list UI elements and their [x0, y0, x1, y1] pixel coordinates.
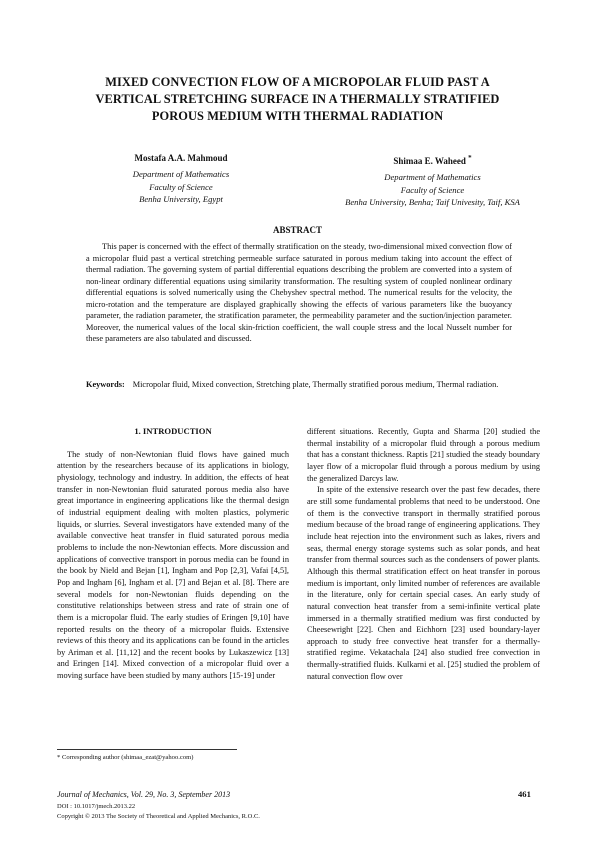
doi: DOI : 10.1017/jmech.2013.22 [57, 803, 136, 810]
paper-title [40, 74, 555, 125]
left-column [57, 426, 289, 682]
author-faculty: Faculty of Science [149, 181, 213, 192]
author-block-second [295, 152, 570, 209]
title-line-1: MIXED CONVECTION FLOW OF A MICROPOLAR FLUID PAST A [105, 75, 490, 89]
corresponding-author-mark: * [468, 154, 472, 162]
author-department: Department of Mathematics [132, 169, 230, 180]
author-block-first [66, 152, 296, 206]
journal-citation: Journal of Mechanics, Vol. 29, No. 3, September 2013 [57, 790, 231, 799]
section-heading: 1. INTRODUCTION [134, 426, 212, 436]
keywords-text: Micropolar fluid, Mixed convection, Stretching plate, Thermally stratified porous medium, Thermal radiation. [132, 380, 499, 389]
right-column [307, 426, 540, 682]
author-department: Department of Mathematics [384, 172, 481, 183]
author-faculty: Faculty of Science [400, 184, 465, 195]
footnote-divider [57, 749, 237, 750]
author-university: Benha University, Benha; Taif Univesity, Taif, KSA [345, 197, 520, 208]
keywords [86, 379, 512, 391]
intro-paragraph-continued: different situations. Recently, Gupta and Sharma [20] studied the thermal instability of a micropolar fluid through a porous medium that has a constant thickness. Raptis [21] studied the steady boundary layer flow of a micropolar fluid through a porous medium by using the generalized Darcys law. [307, 427, 540, 483]
copyright-notice: Copyright © 2013 The Society of Theoretical and Applied Mechanics, R.O.C. [57, 813, 260, 820]
title-line-2: VERTICAL STRETCHING SURFACE IN A THERMALLY STRATIFIED [95, 92, 500, 106]
footnote: * Corresponding author (shimaa_ezat@yahoo.com) [57, 754, 194, 761]
abstract-heading: ABSTRACT [272, 225, 322, 235]
author-name: Mostafa A.A. Mahmoud [134, 153, 228, 163]
intro-paragraph: In spite of the extensive research over the past few decades, there are still some fundamental problems that need to be understood. One of them is the convective transport in thermally stratified porous medium because of the broad range of engineering applications. They include heat rejection into the environment such as lakes, rivers and seas, thermal energy storage systems such as solar ponds, and heat transfer from thermal sources such as the condensers of power plants. Although this thermal stratification effect on heat transfer in porous medium is important, only limited number of references are available in the literature, only for certain special cases. An early study of natural convection heat transfer from a semi-infinite vertical plate immersed in a thermally stratified medium was first conducted by Cheesewright [22]. Chen and Eichhorn [23] used boundary-layer approach to study free convective heat transfer for a thermally-stratified regime. Vekatachala [24] also studied free convection in thermally-stratified fluids. Kulkarni et al. [25] studied the problem of natural convection flow over [307, 485, 540, 681]
abstract-text: This paper is concerned with the effect of thermally stratification on the steady, two-dimensional mixed convection flow of a micropolar fluid past a vertical stretching permeable surface saturated in porous medium taking into account the effect of thermal radiation. The governing system of partial differential equations describing the problem are converted into a system of non-linear ordinary differential equations using similarity transformation. The resulting system of coupled nonlinear ordinary differential equations is solved numerically using the Chebyshev spectral method. The numerical results for the velocity, the micro-rotation and the temperature are displayed graphically showing the effects of various parameters like the buoyancy parameter, the radiation parameter, the stratification parameter, the permeability parameter and the suction/injection parameter. Moreover, the numerical values of the local skin-friction coefficient, the wall couple stress and the local Nusselt number for these parameters are also tabulated and discussed. [86, 242, 512, 343]
author-university: Benha University, Egypt [139, 194, 223, 205]
page-number: 461 [518, 789, 531, 799]
keywords-label: Keywords: [86, 380, 125, 389]
title-line-3: POROUS MEDIUM WITH THERMAL RADIATION [151, 109, 444, 123]
author-name: Shimaa E. Waheed * [393, 154, 472, 166]
intro-paragraph: The study of non-Newtonian fluid flows have gained much attention by the researchers because of its applications in biology, physiology, technology and industry. In addition, the effects of heat transfer in non-Newtonian fluid saturated porous media also have great importance in engineering applications like the thermal design of industrial equipment dealing with molten plastics, polymeric liquids, or slurries. Several investigators have extended many of the available convective heat transfer in fluid saturated porous media problems to include the non-Newtonian effects. More discussion and applications of convective transport in porous media can be found in the book by Nield and Bejan [1], Ingham and Pop [2,3], Vafai [4,5], Pop and Ingham [6], Ingham et al. [7] and Bejan et al. [8]. There are several models for non-Newtonian fluids depending on the constitutive relationships between stress and rate of strain one of them is a micropolar fluid. The early studies of Eringen [9,10] have reported results on the theory of a micropolar fluids. Extensive reviews of this theory and its applications can be found in the articles by Ariman et al. [11,12] and the recent books by Lukaszewicz [13] and Eringen [14]. Mixed convection of a micropolar fluid over a moving surface have been studied by many authors [15-19] under [57, 449, 289, 681]
